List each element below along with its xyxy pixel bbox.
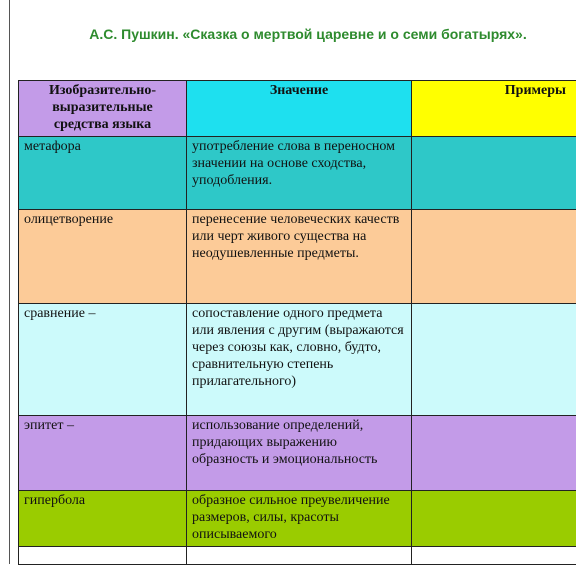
row-term-sravnenie: сравнение – (19, 304, 187, 416)
page-left-border (9, 0, 10, 564)
document-title: А.С. Пушкин. «Сказка о мертвой царевне и о семи богатырях». (0, 26, 576, 42)
row-meaning-epitet: использование определений, придающих выражению образность и эмоциональность (187, 416, 412, 491)
table-row (19, 491, 576, 547)
row-term-giperbola: гипербола (19, 491, 187, 547)
literary-devices-table (18, 80, 576, 565)
header-examples: Примеры (412, 81, 576, 137)
row-meaning-empty (187, 547, 412, 565)
row-example-epitet (412, 416, 576, 491)
row-term-epitet: эпитет – (19, 416, 187, 491)
row-example-empty (412, 547, 576, 565)
table-row (19, 304, 576, 416)
row-example-olicetvorenie (412, 210, 576, 304)
row-example-metafora (412, 137, 576, 210)
row-term-empty (19, 547, 187, 565)
row-term-metafora: метафора (19, 137, 187, 210)
row-meaning-olicetvorenie: перенесение человеческих качеств или черт живого существа на неодушевленные предметы. (187, 210, 412, 304)
table-header-row (19, 81, 576, 137)
header-devices: Изобразительно-выразительные средства языка (19, 81, 187, 137)
row-meaning-metafora: употребление слова в переносном значении на основе сходства, уподобления. (187, 137, 412, 210)
row-example-sravnenie (412, 304, 576, 416)
table-row (19, 137, 576, 210)
table-row-empty (19, 547, 576, 565)
row-example-giperbola (412, 491, 576, 547)
row-term-olicetvorenie: олицетворение (19, 210, 187, 304)
table-row (19, 416, 576, 491)
table-row (19, 210, 576, 304)
row-meaning-giperbola: образное сильное преувеличение размеров, силы, красоты описываемого (187, 491, 412, 547)
header-meaning: Значение (187, 81, 412, 137)
row-meaning-sravnenie: сопоставление одного предмета или явления с другим (выражаются через союзы как, словно, будто, сравнительную степень прилагательного) (187, 304, 412, 416)
